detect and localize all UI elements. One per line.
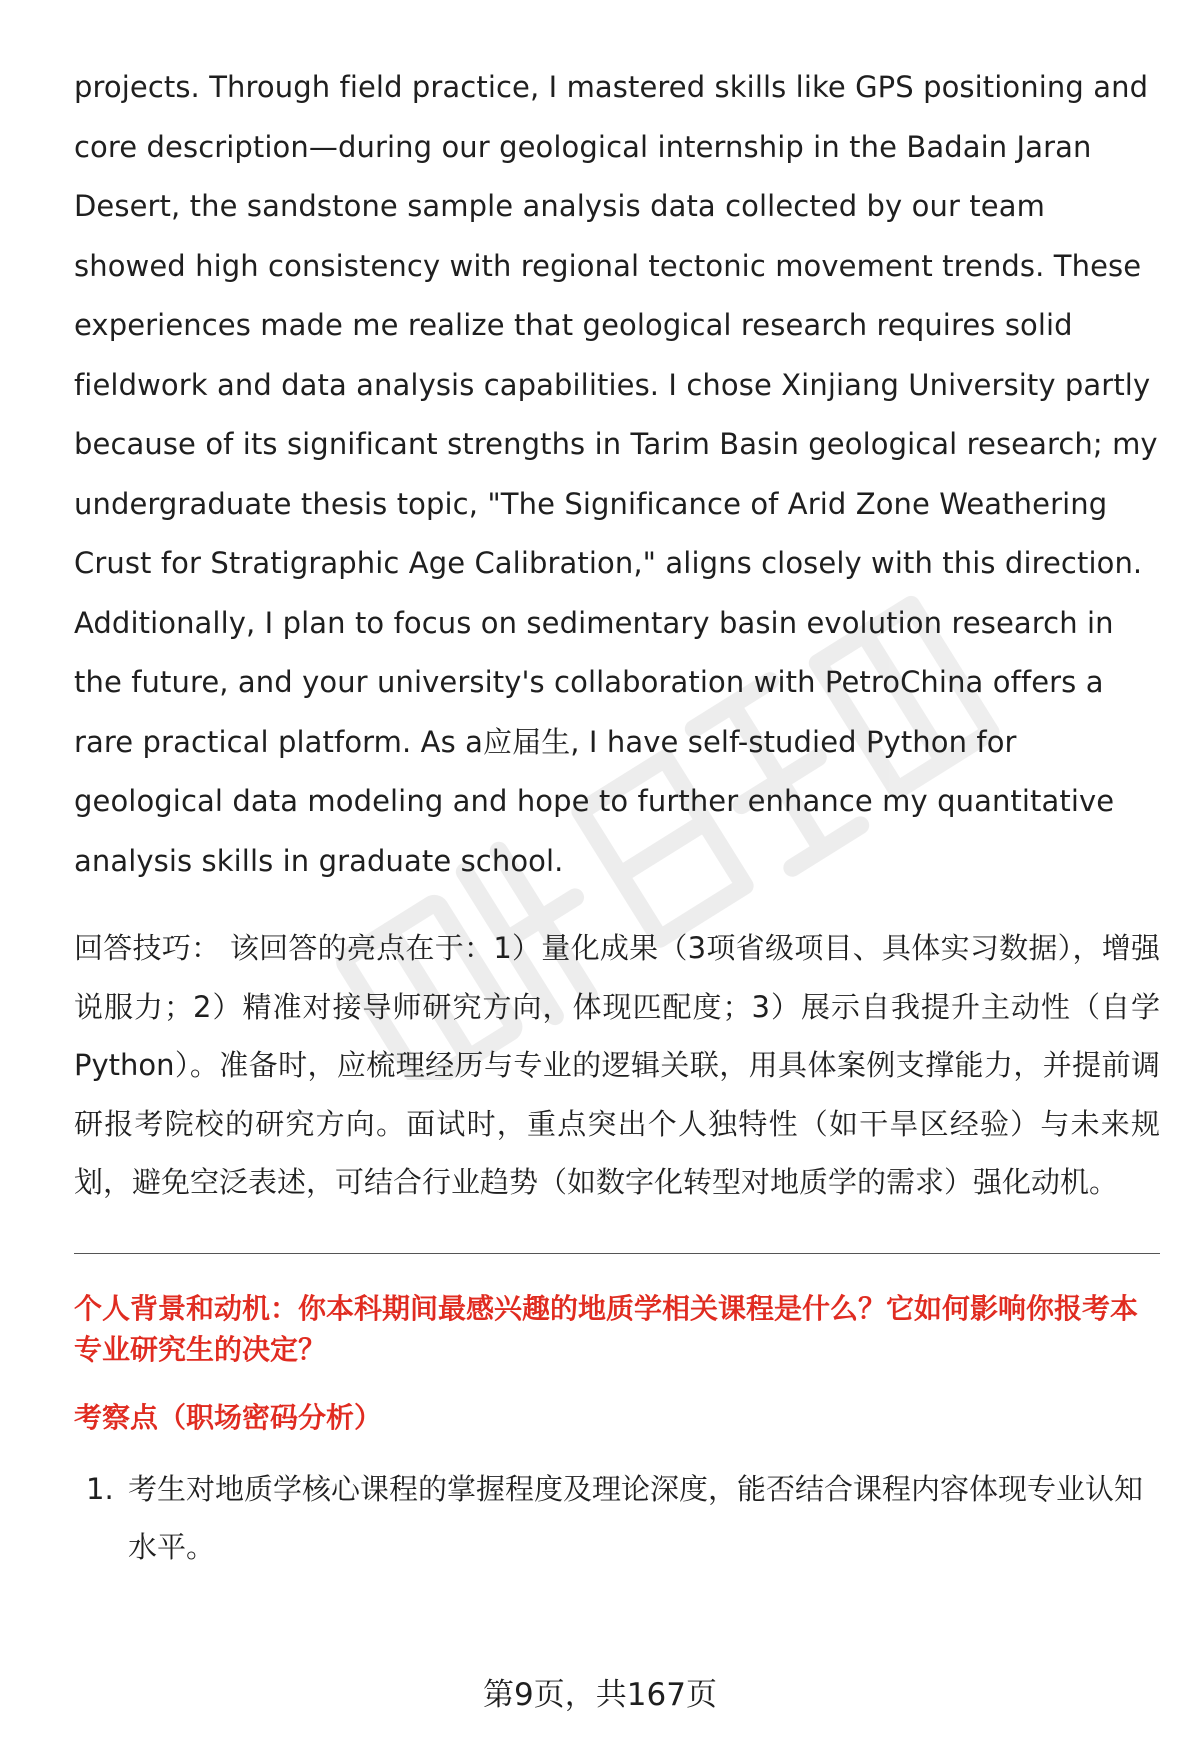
section-divider [74,1253,1160,1254]
assessment-item [74,1460,1160,1576]
answer-tips-paragraph: 回答技巧： 该回答的亮点在于：1）量化成果（3项省级项目、具体实习数据），增强说服力；2）精准对接导师研究方向，体现匹配度；3）展示自我提升主动性（自学Python）。准备时，应梳理经历与专业的逻辑关联，用具体案例支撑能力，并提前调研报考院校的研究方向。面试时，重点突出个人独特性（如干旱区经验）与未来规划，避免空泛表述，可结合行业趋势（如数字化转型对地质学的需求）强化动机。 [74,931,1160,1199]
assessment-item-text: 考生对地质学核心课程的掌握程度及理论深度，能否结合课程内容体现专业认知水平。 [128,1471,1144,1564]
assessment-heading: 考察点（职场密码分析） [74,1400,383,1434]
page-footer: 第9页，共167页 [483,1677,717,1713]
assessment-item-number: 1. [86,1471,114,1506]
page-content [74,58,1160,1576]
english-answer-paragraph: projects. Through field practice, I mastered skills like GPS positioning and core description—during our geological internship in the Badain Jaran Desert, the sandstone sample analysis data collected by our team showed high consistency with regional tectonic movement trends. These experiences made me realize that geological research requires solid fieldwork and data analysis capabilities. I chose Xinjiang University partly because of its significant strengths in Tarim Basin geological research; my undergraduate thesis topic, "The Significance of Arid Zone Weathering Crust for Stratigraphic Age Calibration," aligns closely with this direction. Additionally, I plan to focus on sedimentary basin evolution research in the future, and your university's collaboration with PetroChina offers a rare practical platform. As a应届生, I have self-studied Python for geological data modeling and hope to further enhance my quantitative analysis skills in graduate school. [74,70,1158,878]
question-title: 个人背景和动机：你本科期间最感兴趣的地质学相关课程是什么？它如何影响你报考本专业研究生的决定？ [74,1291,1139,1366]
